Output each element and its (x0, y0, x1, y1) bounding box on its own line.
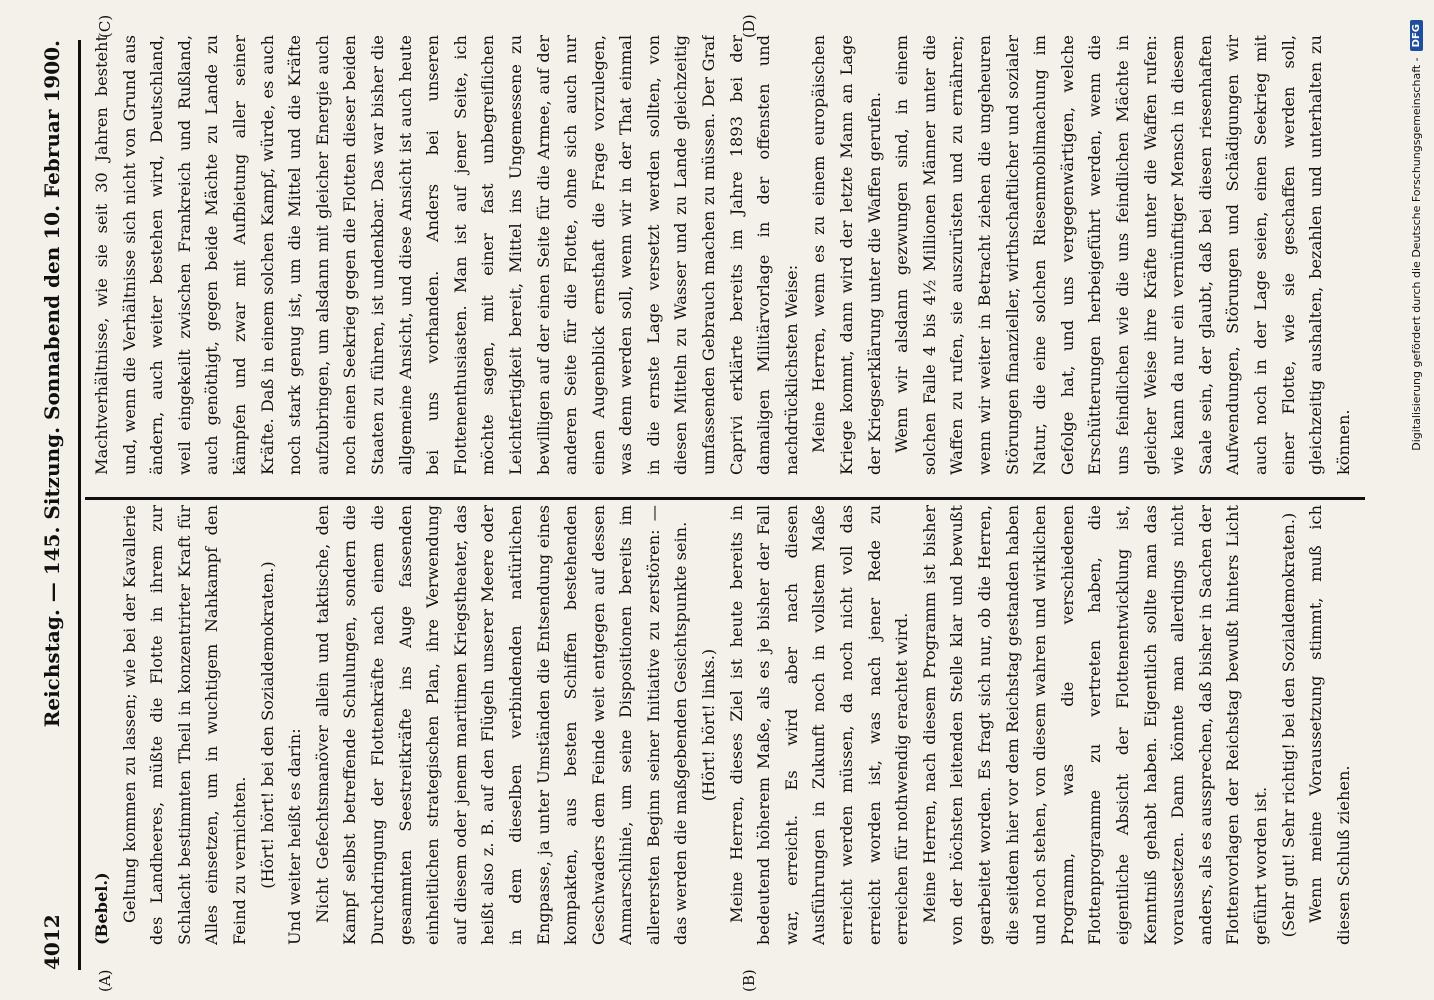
paragraph: Meine Herren, dieses Ziel ist heute bereits in bedeutend höherem Maße, als es je bisher der Fall war, erreicht. Es wird aber nach diesen Ausführungen in Zukunft noch in vollstem Maße erreicht werden müssen, da noch nicht voll das erreicht worden ist, was nach jener Rede zu erreichen für nothwendig erachtet wird. (726, 505, 912, 945)
paragraph: Meine Herren, nach diesem Programm ist bisher von der höchsten leitenden Stelle klar und bewußt gearbeitet worden. Es fragt sich nur, ob die Herren, die seitdem hier vor dem Reichstag gestanden haben und noch stehen, von diesem wahren und wirklichen Programm, was die verschiedenen Flottenprogramme zu vertreten haben, die eigentliche Absicht der Flottenentwicklung ist, Kenntniß gehabt haben. Eigentlich sollte man das voraussetzen. Dann könnte man allerdings nicht anders, als es aussprechen, daß bisher in Sachen der Flottenvorlagen der Reichstag bewußt hinters Licht geführt worden ist. (919, 505, 1270, 945)
paragraph: Wenn meine Voraussetzung stimmt, muß ich diesen Schluß ziehen. (1306, 505, 1353, 945)
margin-marker-b: (B) (740, 969, 758, 992)
paragraph: Wenn wir alsdann gezwungen sind, in einem solchen Falle 4 bis 4½ Millionen Männer unter die Waffen zu rufen, sie auszurüsten und zu ernähren; wenn wir weiter in Betracht ziehen die ungeheuren Störungen finanzieller, wirthschaftlicher und sozialer Natur, die eine solchen Riesenmobilmachung im Gefolge hat, und uns vergegenwärtigen, welche Erschütterungen herbeigeführt werden, wenn die uns feindlichen wie die uns feindlichen Mächte in gleicher Weise ihre Kräfte unter die Waffen rufen: wie kann da nur ein vernünftiger Mensch in diesem Saale sein, der glaubt, daß bei diesen riesenhaften Aufwendungen, Störungen und Schädigungen wir auch noch in der Lage seien, einen Seekrieg mit einer Flotte, wie sie geschaffen werden soll, gleichzeitig aushalten, bezahlen und unterhalten zu können. (892, 35, 1353, 475)
column-separator (85, 497, 1365, 500)
interjection (1357, 35, 1363, 475)
margin-marker-a: (A) (96, 969, 114, 992)
margin-marker-d: (D) (740, 14, 758, 38)
page-header (40, 40, 76, 970)
quotation: Meine Herren, wenn es zu einem europäischen Kriege kommt, dann wird der letzte Mann an Lage der Kriegserklärung unter die Waffen gerufen. (809, 35, 884, 475)
interjection: (Hört! hört! links.) (699, 648, 719, 802)
page-title: Reichstag. — 145. Sitzung. Sonnabend den 10. Februar 1900. (40, 40, 64, 728)
page-number: 4012 (40, 914, 64, 970)
paragraph (1357, 505, 1363, 945)
speaker-label: (Bebel.) (92, 872, 111, 945)
paragraph: Geltung kommen zu lassen; wie bei der Kavallerie des Landheeres, müßte die Flotte in ihrem zur Schlacht bestimmten Theil in konzentrirter Kraft für Alles einsetzen, um in wuchtigem Nahkampf den Feind zu vernichten. (119, 505, 249, 945)
digitization-credit (1404, 20, 1428, 960)
paragraph: Und weiter heißt es darin: (285, 728, 305, 945)
credit-text: Digitalisierung gefördert durch die Deutsche Forschungsgemeinschaft - (1409, 57, 1423, 451)
interjection: (Sehr gut! Sehr richtig! bei den Sozialdemokraten.) (1278, 512, 1298, 938)
quotation: Nicht Gefechtsmanöver allein und taktische, den Kampf selbst betreffende Schulungen, sondern die Durchdringung der Flottenkräfte nach einem die gesammten Seestreitkräfte ins Auge fassenden einheitlichen strategischen Plan, ihre Verwendung auf diesem oder jenem maritimen Kriegstheater, das heißt also z. B. auf den Flügeln unserer Meere oder in dem dieselben verbindenden natürlichen Engpasse, ja unter Umständen die Entsendung eines kompakten, aus besten Schiffen bestehenden Geschwaders dem Feinde weit entgegen auf dessen Anmarschlinie, um seine Dispositionen bereits im allerersten Beginn seiner Initiative zu zerstören: — das werden die maßgebenden Gesichtspunkte sein. (312, 505, 691, 945)
header-rule (78, 40, 81, 970)
dfg-logo: DFG (1410, 20, 1423, 51)
right-column (88, 35, 1363, 475)
interjection: (Hört! hört! bei den Sozialdemokraten.) (257, 561, 277, 889)
left-column (88, 505, 1363, 945)
margin-marker-c: (C) (96, 14, 114, 38)
paragraph: Machtverhältnisse, wie sie seit 30 Jahren besteht und, wenn die Verhältnisse sich nicht von Grund aus ändern, auch weiter bestehen wird, Deutschland, weil eingekeilt zwischen Frankreich und Rußland, auch genöthigt, gegen beide Mächte zu Lande zu kämpfen und zwar mit Aufbietung aller seiner Kräfte. Daß in einem solchen Kampf, würde, es auch noch stark genug ist, um die Mittel und die Kräfte aufzubringen, um alsdann mit gleicher Energie auch noch einen Seekrieg gegen die Flotten dieser beiden Staaten zu führen, ist undenkbar. Das war bisher die allgemeine Ansicht, und diese Ansicht ist auch heute bei uns vorhanden. Anders bei unseren Flottenenthusiasten. Man ist auf jener Seite, ich möchte sagen, mit einer fast unbegreiflichen Leichtfertigkeit bereit, Mittel ins Ungemessene zu bewilligen auf der einen Seite für die Armee, auf der anderen Seite für die Flotte, ohne sich auch nur einen Augenblick ernsthaft die Frage vorzulegen, was denn werden soll, wenn wir in der That einmal in die ernste Lage versetzt werden sollten, von diesen Mitteln zu Wasser und zu Lande gleichzeitig umfassenden Gebrauch machen zu müssen. Der Graf Caprivi erklärte bereits im Jahre 1893 bei der damaligen Militärvorlage in der offensten und nachdrücklichsten Weise: (92, 35, 801, 475)
